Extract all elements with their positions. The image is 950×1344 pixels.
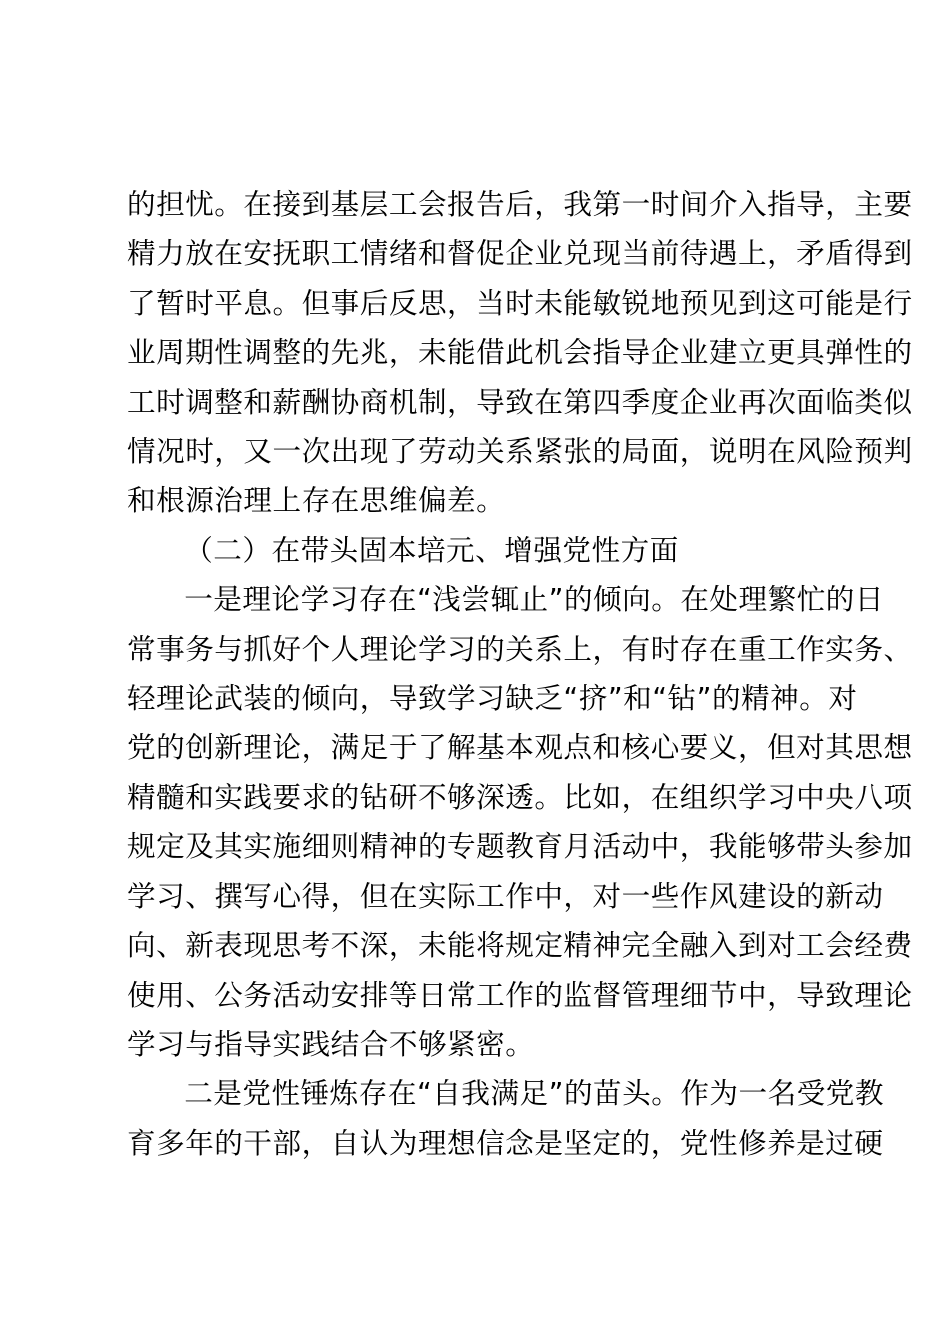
text-line: 精髓和实践要求的钻研不够深透。比如，在组织学习中央八项 <box>127 779 913 814</box>
text-line: 二是党性锤炼存在“自我满足”的苗头。作为一名受党教 <box>184 1076 884 1111</box>
text-line: 党的创新理论，满足于了解基本观点和核心要义，但对其思想 <box>127 730 913 765</box>
text-line: 学习与指导实践结合不够紧密。 <box>127 1026 535 1061</box>
document-page <box>127 180 913 1168</box>
paragraph-labor-relations-reflection <box>127 180 913 526</box>
text-line: 一是理论学习存在“浅尝辄止”的倾向。在处理繁忙的日 <box>184 582 884 617</box>
text-line: 育多年的干部，自认为理想信念是坚定的，党性修养是过硬 <box>127 1125 884 1160</box>
paragraph-party-spirit <box>127 1069 884 1168</box>
text-line: 和根源治理上存在思维偏差。 <box>127 483 506 518</box>
text-line: 工时调整和薪酬协商机制，导致在第四季度企业再次面临类似 <box>127 384 913 419</box>
text-line: 向、新表现思考不深，未能将规定精神完全融入到对工会经费 <box>127 928 913 963</box>
text-line: 精力放在安抚职工情绪和督促企业兑现当前待遇上，矛盾得到 <box>127 236 913 271</box>
text-line: 规定及其实施细则精神的专题教育月活动中，我能够带头参加 <box>127 829 913 864</box>
text-line: 常事务与抓好个人理论学习的关系上，有时存在重工作实务、 <box>127 631 913 666</box>
text-line: 情况时，又一次出现了劳动关系紧张的局面，说明在风险预判 <box>127 434 913 469</box>
text-line: 业周期性调整的先兆，未能借此机会指导企业建立更具弹性的 <box>127 335 913 370</box>
text-line: 轻理论武装的倾向，导致学习缺乏“挤”和“钻”的精神。对 <box>127 681 858 716</box>
section-heading <box>127 526 833 575</box>
section-heading-text: （二）在带头固本培元、增强党性方面 <box>184 532 679 567</box>
text-line: 学习、撰写心得，但在实际工作中，对一些作风建设的新动 <box>127 878 884 913</box>
paragraph-theory-study <box>127 575 913 1069</box>
text-line: 了暂时平息。但事后反思，当时未能敏锐地预见到这可能是行 <box>127 285 913 320</box>
text-line: 使用、公务活动安排等日常工作的监督管理细节中，导致理论 <box>127 977 913 1012</box>
text-line: 的担忧。在接到基层工会报告后，我第一时间介入指导，主要 <box>127 187 913 221</box>
